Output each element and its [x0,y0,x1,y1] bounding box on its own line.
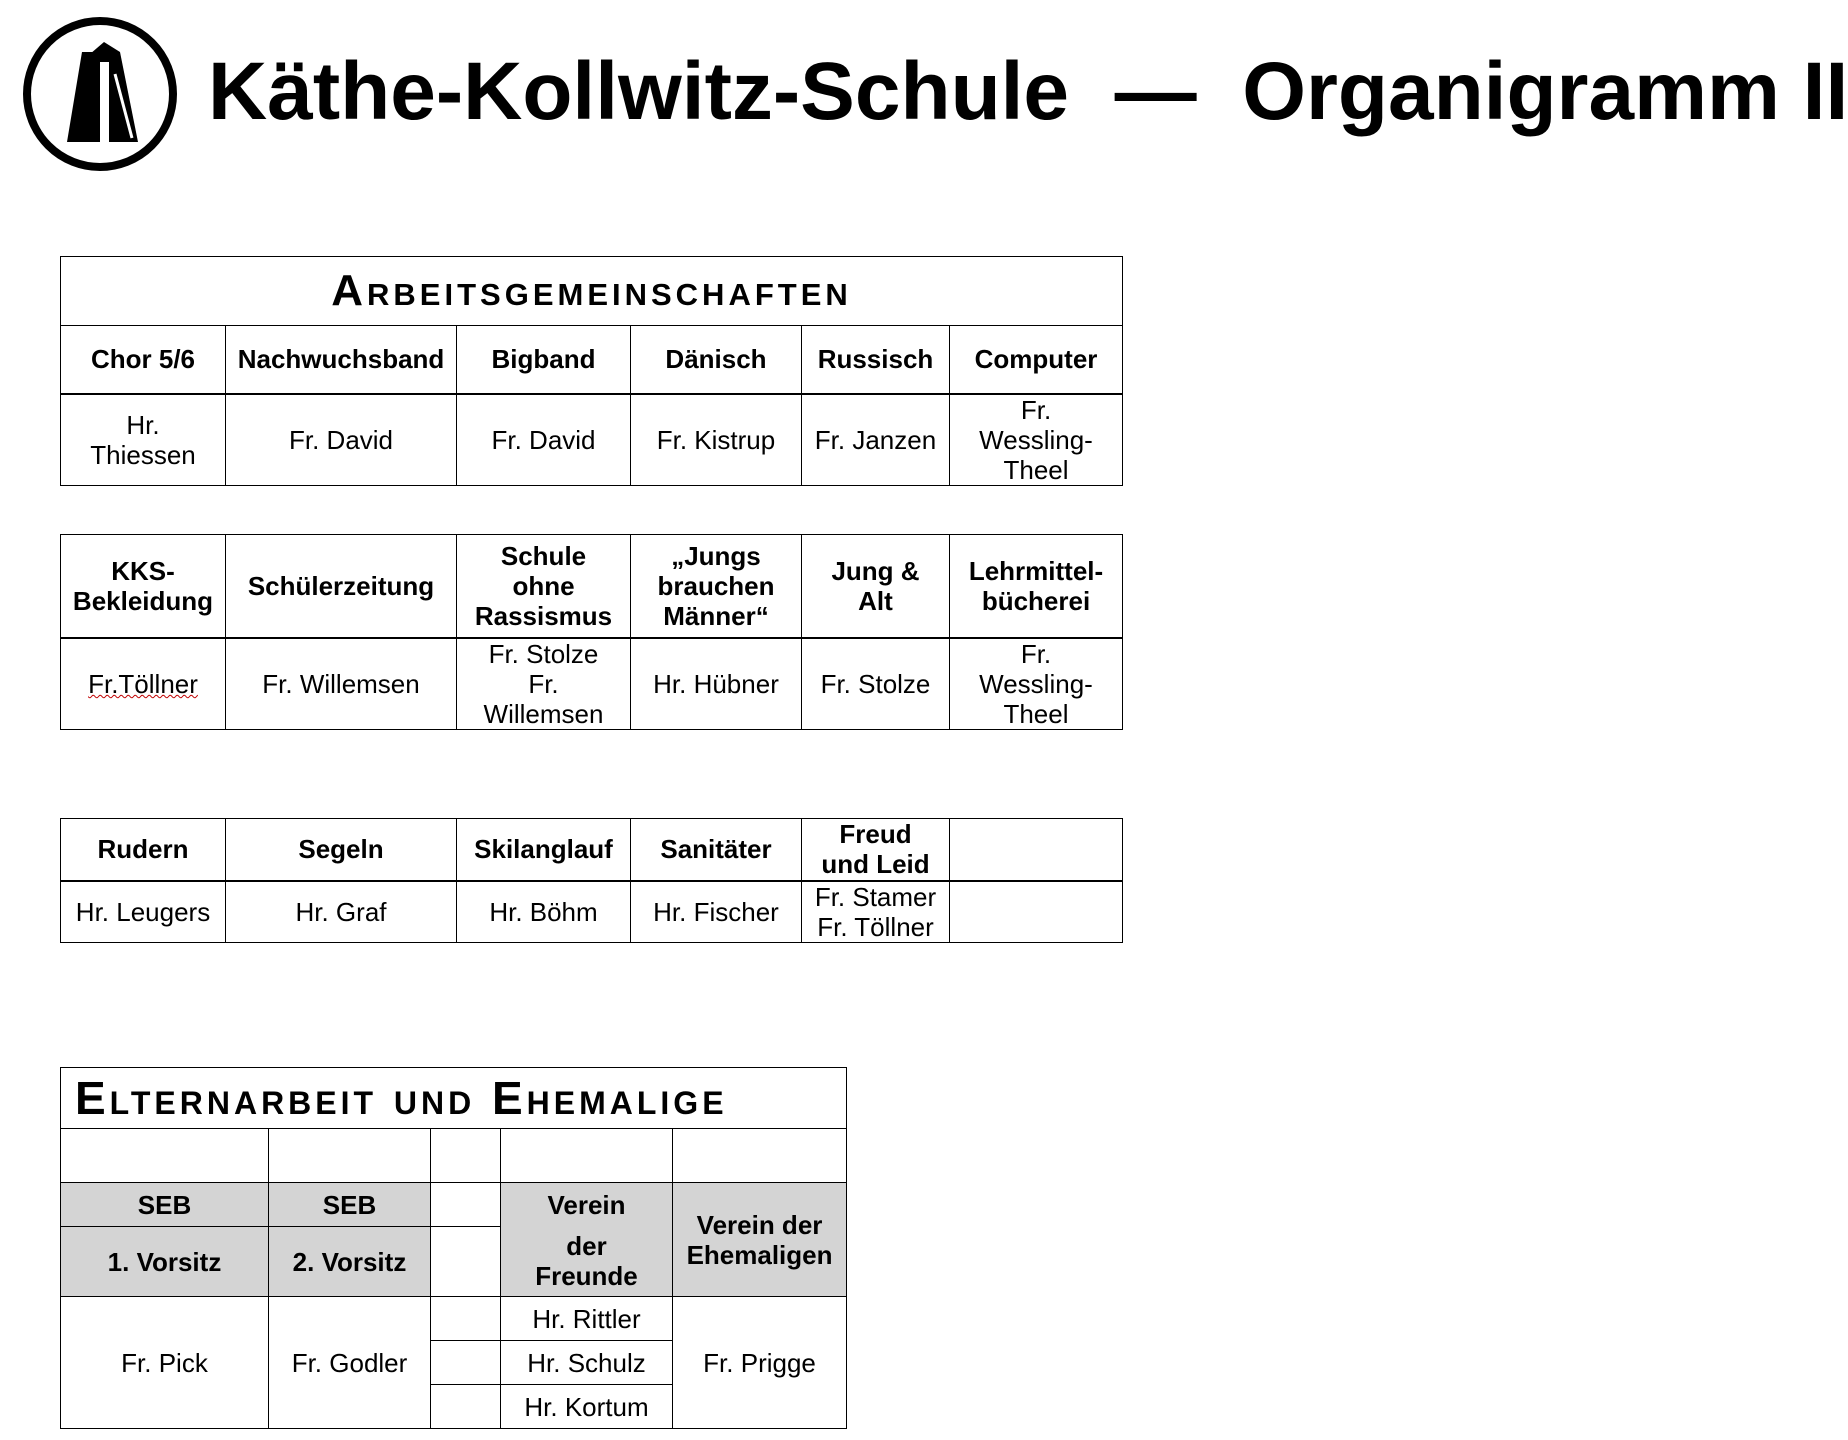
ag-leader-cell: Fr. Kistrup [631,394,802,486]
ag-name-cell: Segeln [226,819,457,881]
eltern-spacer-row [61,1129,847,1183]
seb1-person: Fr. Pick [61,1297,269,1429]
verein-person-2: Hr. Schulz [501,1341,673,1385]
title-dash: — [1114,46,1197,137]
school-logo [20,14,180,174]
ag-leader-cell: Hr. Graf [226,881,457,943]
eltern-table [60,1067,847,1429]
empty-cell [673,1129,847,1183]
ag-table-1 [60,256,1123,486]
verein-person-3: Hr. Kortum [501,1385,673,1429]
ag-leader-cell [950,881,1123,943]
school-name: Käthe-Kollwitz-Schule [208,46,1070,137]
ag-leader-cell: Fr. Janzen [802,394,950,486]
ag-leader-cell: Hr. Fischer [631,881,802,943]
ag-leader-cell [61,638,226,730]
ag-name-cell: Freud und Leid [802,819,950,881]
ag-row2-people [61,638,1123,730]
verein-freunde-label-2: der Freunde [501,1227,673,1297]
ag-name-cell: Russisch [802,326,950,394]
seb1-role: 1. Vorsitz [61,1227,269,1297]
ag-leader-cell: Fr. Wessling- Theel [950,638,1123,730]
ag-row3-people [61,881,1123,943]
empty-cell [431,1183,501,1227]
ag-name-cell: „Jungs brauchen Männer“ [631,535,802,638]
ag-leader-cell: Hr. Thiessen [61,394,226,486]
ag-leader-cell: Fr. Wessling- Theel [950,394,1123,486]
empty-cell [431,1227,501,1297]
ag-name-cell: Chor 5/6 [61,326,226,394]
ag-leader-cell: Fr. Stolze Fr. Willemsen [457,638,631,730]
ag-name-cell: Computer [950,326,1123,394]
spellcheck-underline: Fr.Töllner [88,668,198,699]
ag-leader-cell: Fr. Willemsen [226,638,457,730]
seb1-label: SEB [61,1183,269,1227]
ag-row2-heads [61,535,1123,638]
document-title: Organigramm II [1242,46,1848,137]
ag-table-2 [60,534,1123,730]
ehemalige-person: Fr. Prigge [673,1297,847,1429]
ag-name-cell: Rudern [61,819,226,881]
empty-cell [431,1297,501,1341]
page-title [208,46,1848,138]
verein-ehemalige-label: Verein der Ehemaligen [673,1183,847,1297]
ag-leader-cell: Fr. Stamer Fr. Töllner [802,881,950,943]
ag-leader-cell: Fr. Stolze [802,638,950,730]
ag-leader-cell: Hr. Leugers [61,881,226,943]
ag-row3-heads [61,819,1123,881]
empty-cell [501,1129,673,1183]
ag-name-cell: Nachwuchsband [226,326,457,394]
ag-name-cell: Schule ohne Rassismus [457,535,631,638]
ag-name-cell: Skilanglauf [457,819,631,881]
ag-row1-heads [61,326,1123,394]
ag-name-cell [950,819,1123,881]
seb2-person: Fr. Godler [269,1297,431,1429]
verein-person-1: Hr. Rittler [501,1297,673,1341]
empty-cell [431,1129,501,1183]
verein-freunde-label-1: Verein [501,1183,673,1227]
ag-name-cell: Bigband [457,326,631,394]
ag-table-3 [60,818,1123,943]
ag-name-cell: Lehrmittel- bücherei [950,535,1123,638]
ag-title: Arbeitsgemeinschaften [61,257,1123,326]
ag-name-cell: Schülerzeitung [226,535,457,638]
ag-name-cell: Jung & Alt [802,535,950,638]
empty-cell [431,1385,501,1429]
seb2-label: SEB [269,1183,431,1227]
ag-name-cell: KKS- Bekleidung [61,535,226,638]
ag-row1-people [61,394,1123,486]
seb2-role: 2. Vorsitz [269,1227,431,1297]
ag-leader-cell: Fr. David [226,394,457,486]
ag-name-cell: Sanitäter [631,819,802,881]
ag-leader-cell: Hr. Böhm [457,881,631,943]
empty-cell [269,1129,431,1183]
eltern-title: Elternarbeit und Ehemalige [61,1068,847,1129]
ag-leader-cell: Fr. David [457,394,631,486]
empty-cell [431,1341,501,1385]
ag-leader-cell: Hr. Hübner [631,638,802,730]
empty-cell [61,1129,269,1183]
ag-name-cell: Dänisch [631,326,802,394]
